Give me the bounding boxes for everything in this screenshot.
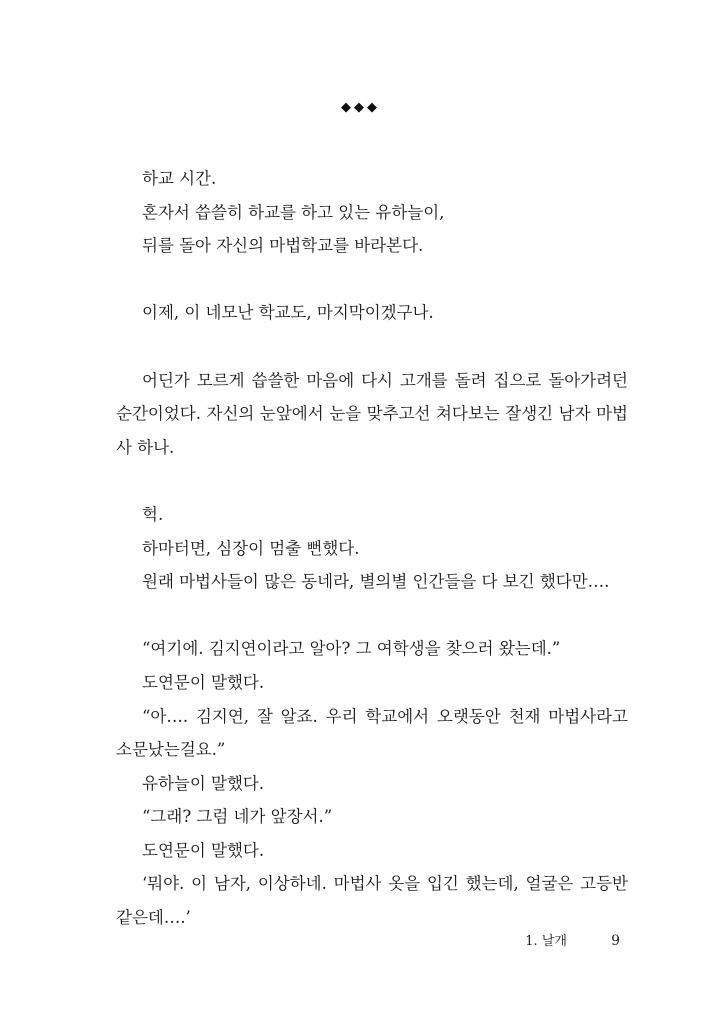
paragraph: 뒤를 돌아 자신의 마법학교를 바라본다. bbox=[142, 236, 424, 256]
paragraph: 도연문이 말했다. bbox=[142, 840, 265, 860]
chapter-title: 1. 날개 bbox=[525, 934, 567, 949]
paragraph: 혼자서 씁쓸히 하교를 하고 있는 유하늘이, bbox=[142, 202, 445, 222]
section-ornament: ◆◆◆ bbox=[341, 100, 380, 115]
page-number: 9 bbox=[611, 933, 620, 949]
thought-line: ‘뭐야. 이 남자, 이상하네. 마법사 옷을 입긴 했는데, 얼굴은 고등반 같은데….’ bbox=[116, 874, 628, 928]
paragraph: 유하늘이 말했다. bbox=[142, 773, 265, 793]
dialogue-line: “여기에. 김지연이라고 알아? 그 여학생을 찾으러 왔는데.” bbox=[142, 639, 561, 659]
page-footer bbox=[525, 930, 620, 949]
blank-line bbox=[116, 464, 628, 498]
blank-line bbox=[116, 330, 628, 364]
dialogue-line: “그래? 그럼 네가 앞장서.” bbox=[142, 807, 333, 827]
blank-line bbox=[116, 263, 628, 297]
paragraph: 하마터면, 심장이 멈출 뻔했다. bbox=[142, 538, 360, 558]
body-text bbox=[116, 162, 628, 935]
dialogue-line: “아…. 김지연, 잘 알죠. 우리 학교에서 오랫동안 천재 마법사라고 소문났는걸요.” bbox=[116, 706, 628, 760]
paragraph: 이제, 이 네모난 학교도, 마지막이겠구나. bbox=[142, 303, 434, 323]
paragraph: 도연문이 말했다. bbox=[142, 672, 265, 692]
blank-line bbox=[116, 599, 628, 633]
paragraph: 헉. bbox=[142, 504, 164, 524]
paragraph: 어딘가 모르게 씁쓸한 마음에 다시 고개를 돌려 집으로 돌아가려던 순간이었다. 자신의 눈앞에서 눈을 맞추고선 쳐다보는 잘생긴 남자 마법사 하나. bbox=[116, 370, 628, 457]
paragraph: 원래 마법사들이 많은 동네라, 별의별 인간들을 다 보긴 했다만…. bbox=[142, 572, 610, 592]
paragraph: 하교 시간. bbox=[142, 169, 217, 188]
